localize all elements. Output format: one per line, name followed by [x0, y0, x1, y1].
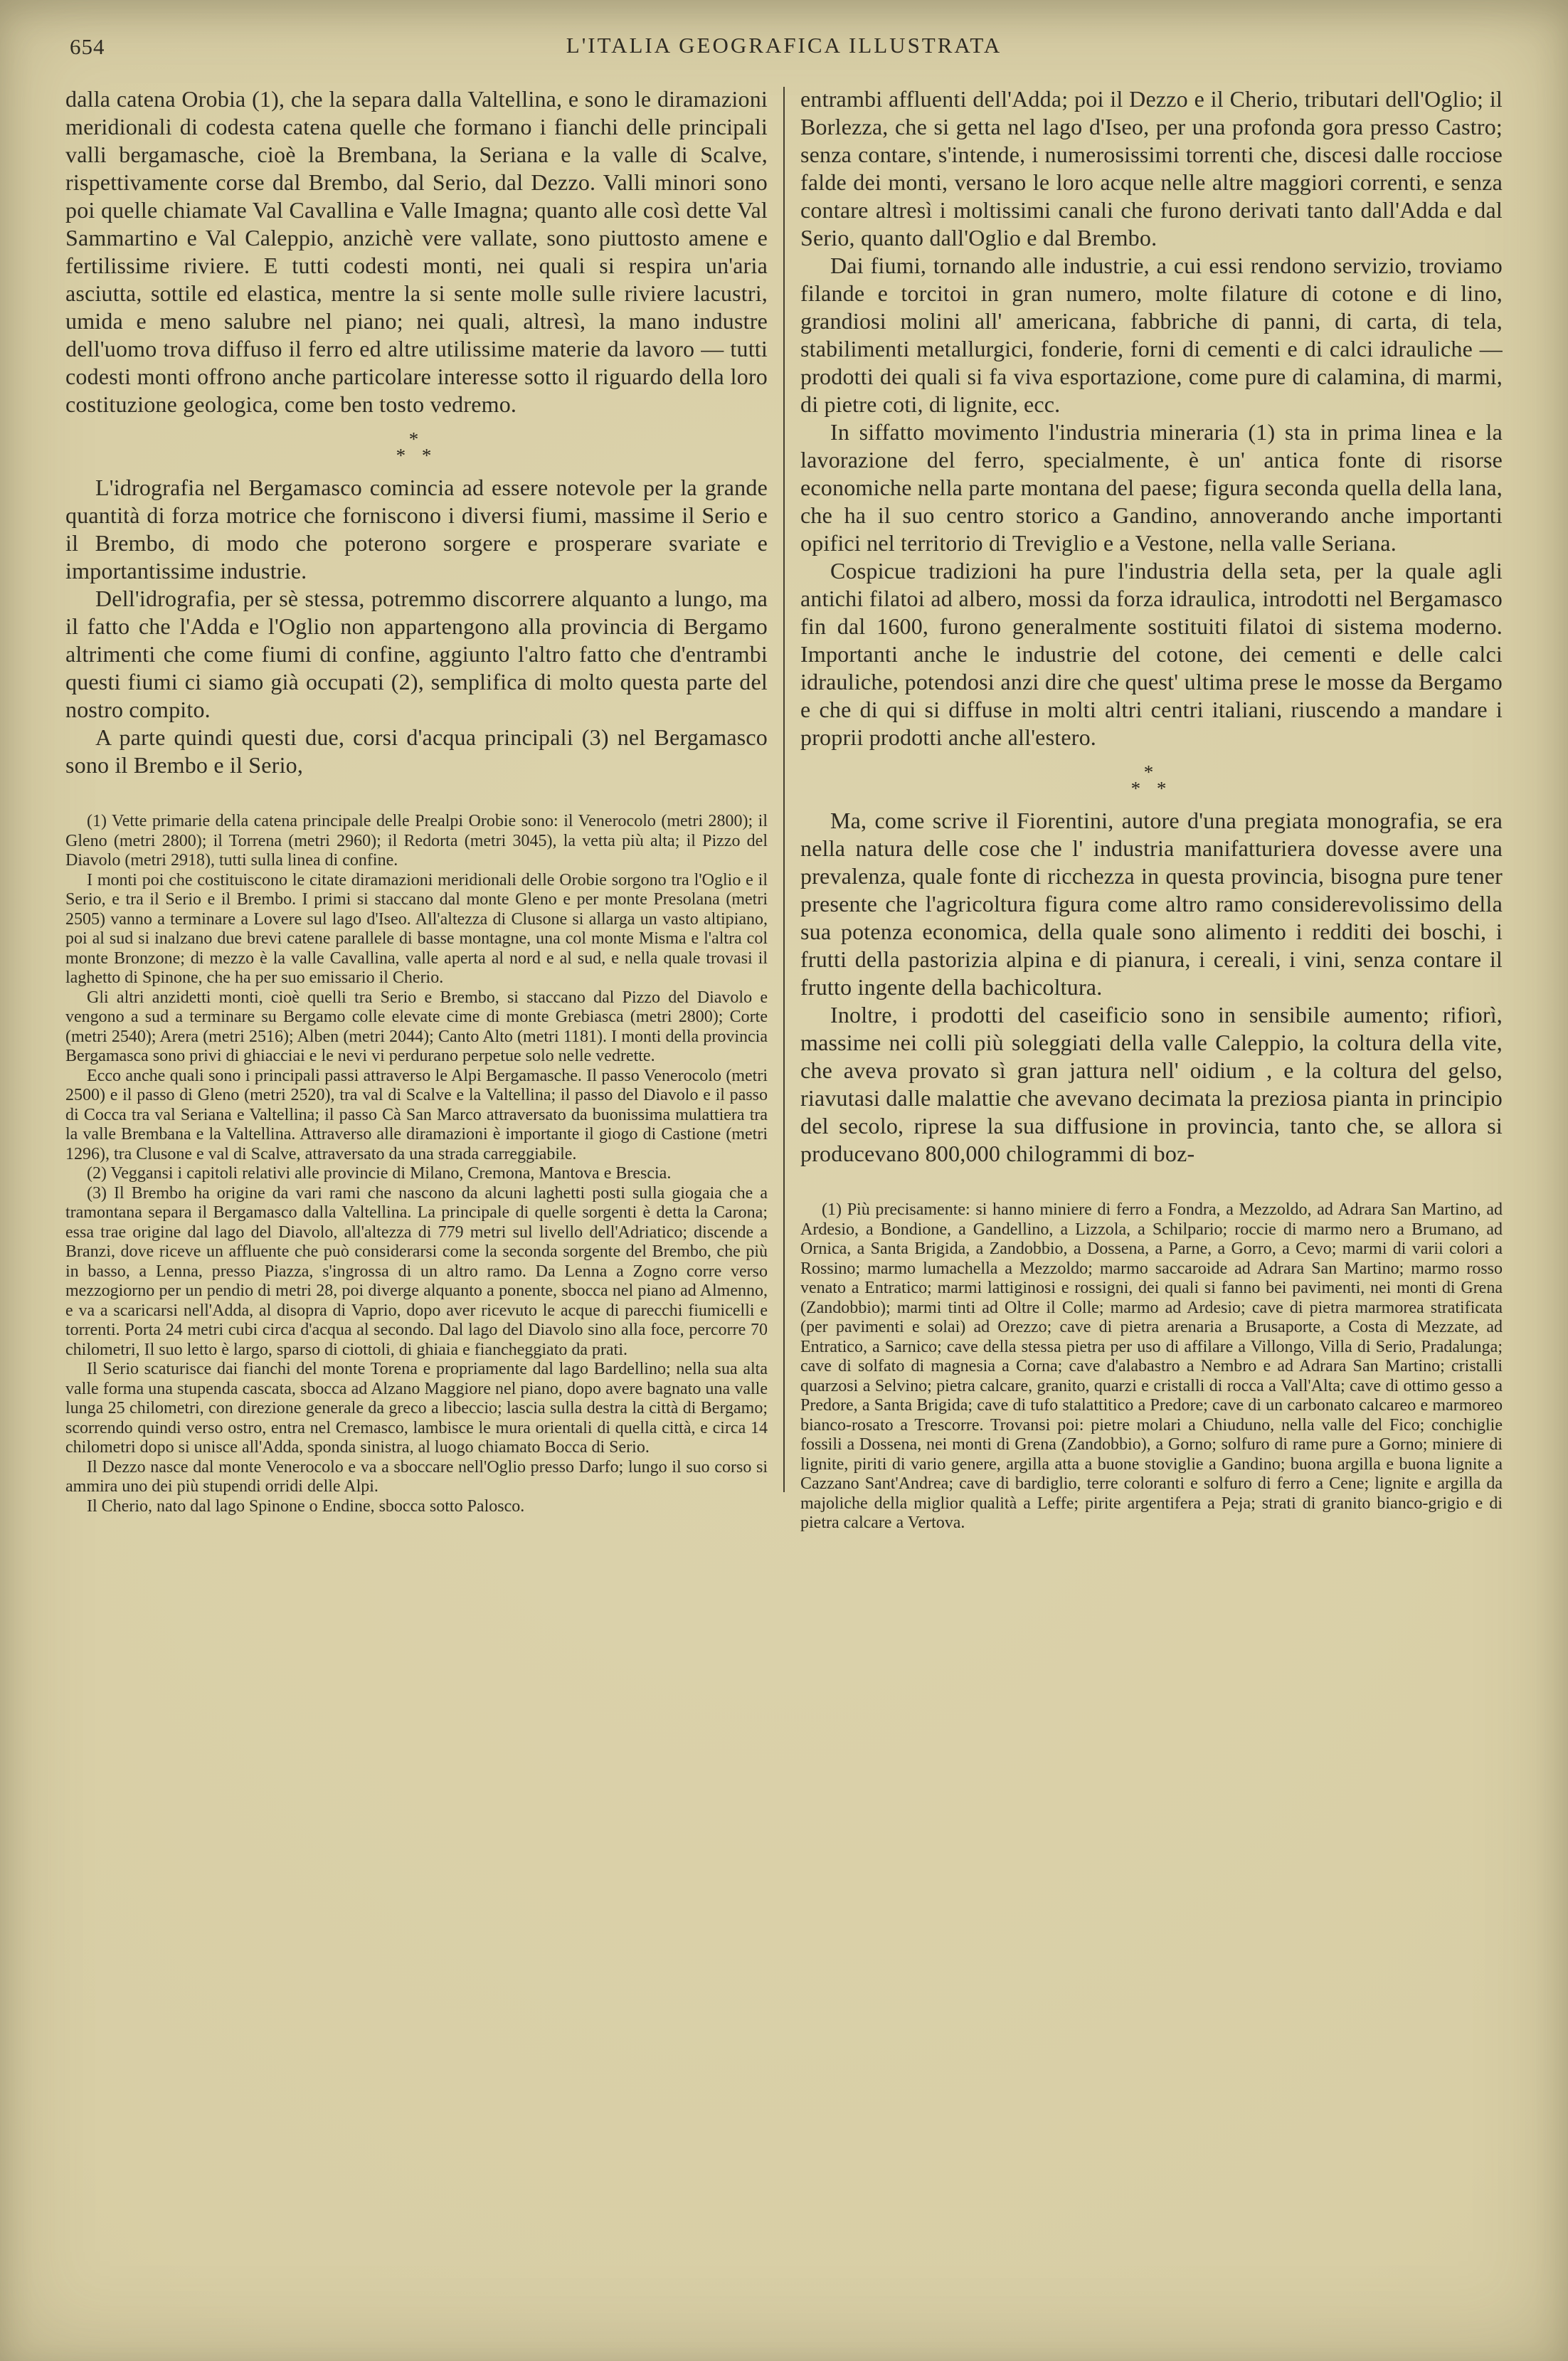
- footnote-paragraph: Ecco anche quali sono i principali passi attraverso le Alpi Bergamasche. Il passo Venerocolo (metri 2500) e il passo di Gleno (metri 2520), tra val di Scalve e la Valtellina; il passo del Diavolo e il passo di Cocca tra val Seriana e Valtellina; il passo Cà San Marco attraversato da buonissima mulattiera tra la valle Brembana e la Valtellina. Attraverso alle diramazioni è importante il giogo di Castione (metri 1296), tra Clusone e val di Scalve, attraversato da una strada carreggiabile.: [65, 1066, 768, 1163]
- page-number: 654: [70, 34, 105, 59]
- body-paragraph: L'idrografia nel Bergamasco comincia ad essere notevole per la grande quantità di forza motrice che forniscono i diversi fiumi, massime il Serio e il Brembo, di modo che poterono sorgere e prosperare svariate e importantissime industrie.: [65, 475, 768, 583]
- text-columns: [65, 85, 1503, 1533]
- body-paragraph: Cospicue tradizioni ha pure l'industria della seta, per la quale agli antichi filatoi ad albero, mossi da forza idraulica, introdotti nel Bergamasco fin dal 1600, furono generalmente sostituiti filatoi di sistema moderno. Importanti anche le industrie del cotone, dei cementi e delle calci idrauliche, potendosi anzi dire che quest' ultima prese le mosse da Bergamo e che di qui si diffuse in molti altri centri italiani, riuscendo a mandare i proprii prodotti anche all'estero.: [800, 558, 1503, 750]
- section-break-star-top: *: [408, 428, 425, 450]
- footnote-paragraph: Il Dezzo nasce dal monte Venerocolo e va a sboccare nell'Oglio presso Darfo; lungo il suo corso si ammira uno dei più stupendi orridi delle Alpi.: [65, 1457, 768, 1496]
- page-header: [65, 33, 1503, 64]
- right-footnotes: [800, 1200, 1503, 1533]
- left-column-body: [65, 85, 768, 779]
- body-paragraph: entrambi affluenti dell'Adda; poi il Dezzo e il Cherio, tributari dell'Oglio; il Borlezza, che si getta nel lago d'Iseo, per una profonda gora presso Castro; senza contare, s'intende, i numerosissimi torrenti che, discesi dalle rocciose falde dei monti, versano le loro acque nelle altre maggiori correnti, e senza contare altresì i moltissimi canali che furono derivati tanto dall'Adda e dal Serio, quanto dall'Oglio e dal Brembo.: [800, 86, 1503, 250]
- section-break-star-top: *: [1143, 761, 1160, 783]
- right-column-body: [800, 85, 1503, 1168]
- column-divider-rule: [783, 87, 785, 1492]
- footnote-paragraph: (1) Più precisamente: si hanno miniere di ferro a Fondra, a Mezzoldo, ad Adrara San Martino, ad Ardesio, a Bondione, a Gandellino, a Lizzola, a Schilpario; roccie di marmo nero a Brumano, ad Ornica, a Santa Brigida, a Zandobbio, a Dossena, a Parne, a Gorro, a Cevo; marmi di varii colori a Rossino; marmo lumachella a Mezzoldo; marmo saccaroide ad Adrara San Martino; marmo rosso venato a Entratico; marmi lattiginosi e rossigni, dei quali si fanno bei pavimenti, nei monti di Grena (Zandobbio); marmi tinti ad Oltre il Colle; marmo ad Ardesio; cave di pietra marmorea stratificata (per pavimenti e solai) ad Orezzo; cave di pietra arenaria a Brusaporte, a Costa di Mezzate, ad Entratico, a Sarnico; cave della stessa pietra per uso di affilare a Villongo, Villa di Serio, Pradalunga; cave di solfato di magnesia a Corna; cave d'alabastro a Nembro e ad Adrara San Martino; cristalli quarzosi a Selvino; pietra calcare, granito, quarzi e cristalli di rocca a Vall'Alta; cave di ottimo gesso a Predore, a Santa Brigida; cave di tufo stalattitico a Predore; cave di un carbonato calcareo e marmoreo bianco-rosato a Trescorre. Trovansi poi: pietre molari a Chiuduno, nella valle del Fico; conchiglie fossili a Dossena, nei monti di Grena (Zandobbio), a Gorno; solfuro di rame pure a Gorno; miniere di lignite, piriti di vario genere, argilla atta a buone stoviglie a Gandino; buona argilla e buona lignite a Cazzano Sant'Andrea; cave di bardiglio, terre coloranti e solfuro di ferro a Cene; lignite e argilla da majoliche della miglior qualità a Leffe; pirite argentifera a Peja; strati di granito bianco-grigio e di pietra calcare a Vertova.: [800, 1200, 1503, 1532]
- body-paragraph: In siffatto movimento l'industria mineraria (1) sta in prima linea e la lavorazione del ferro, specialmente, è un' antica fonte di risorse economiche nella parte montana del paese; figura seconda quella della lana, che ha il suo centro storico a Gandino, annoverando anche importanti opifici nel territorio di Treviglio e a Vestone, nella valle Seriana.: [800, 419, 1503, 556]
- footnote-paragraph: (3) Il Brembo ha origine da vari rami che nascono da alcuni laghetti posti sulla giogaia che a tramontana separa il Bergamasco dalla Valtellina. La principale di quelle sorgenti è detta la Carona; essa trae origine dal lago del Diavolo, all'altezza di 779 metri sul livello dell'Adriatico; discende a Branzi, dove riceve un affluente che può considerarsi come la seconda sorgente del Brembo, che più in basso, a Lenna, presso Piazza, s'ingrossa di un altro ramo. Da Lenna a Zogno corre verso mezzogiorno per un pendio di metri 28, poi diverge alquanto a ponente, sbocca nel piano ad Almenno, e va a scaricarsi nell'Adda, al disopra di Vaprio, dopo aver ricevuto le acque di parecchi fiumicelli e torrenti. Porta 24 metri cubi circa d'acqua al secondo. Dal lago del Diavolo sino alla foce, percorre 70 chilometri, Il suo letto è largo, sparso di ciottoli, di ghiaia e fiancheggiato da prati.: [65, 1183, 768, 1359]
- footnote-paragraph: I monti poi che costituiscono le citate diramazioni meridionali delle Orobie sorgono tra l'Oglio e il Serio, e tra il Serio e il Brembo. I primi si staccano dal monte Gleno e per monte Presolana (metri 2505) vanno a terminare a Lovere sul lago d'Iseo. All'altezza di Clusone si allarga un vasto altipiano, poi al sud si inalzano due brevi catene parallele di basse montagne, una col monte Misma e l'altra col monte Bronzone; di mezzo è la valle Cavallina, valle aperta al nord e al sud, e nella quale trovasi il laghetto di Spinone, che ha per suo emissario il Cherio.: [65, 870, 768, 987]
- left-footnotes: [65, 812, 768, 1516]
- body-paragraph: Dai fiumi, tornando alle industrie, a cui essi rendono servizio, troviamo filande e torcitoi in gran numero, molte filature di cotone e di lino, grandiosi molini all' americana, fabbriche di panni, di carta, di tela, stabilimenti metallurgici, fonderie, forni di cementi e di calci idrauliche — prodotti dei quali si fa viva esportazione, come pure di calamina, di marmi, di pietre coti, di lignite, ecc.: [800, 253, 1503, 417]
- body-paragraph: A parte quindi questi due, corsi d'acqua principali (3) nel Bergamasco sono il Brembo e il Serio,: [65, 724, 768, 778]
- footnote-paragraph: Il Cherio, nato dal lago Spinone o Endine, sbocca sotto Palosco.: [87, 1496, 525, 1516]
- footnote-paragraph: (2) Veggansi i capitoli relativi alle provincie di Milano, Cremona, Mantova e Brescia.: [87, 1164, 672, 1183]
- section-break-star-bottom: * *: [1130, 778, 1172, 799]
- body-paragraph: Inoltre, i prodotti del caseificio sono in sensibile aumento; rifiorì, massime nei colli più soleggiati della valle Caleppio, la coltura della vite, che aveva provato sì gran jattura nell' oidium , e la coltura del gelso, riavutasi dalle malattie che avevano decimata la preziosa pianta in principio del secolo, riprese la sua diffusione in provincia, tanto che, se allora si producevano 800,000 chilogrammi di boz-: [800, 1002, 1503, 1166]
- body-paragraph: dalla catena Orobia (1), che la separa dalla Valtellina, e sono le diramazioni meridionali di codesta catena quelle che formano i fianchi delle principali valli bergamasche, cioè la Brembana, la Seriana e la valle di Scalve, rispettivamente corse dal Brembo, dal Serio, dal Dezzo. Valli minori sono poi quelle chiamate Val Cavallina e Valle Imagna; quanto alle così dette Val Sammartino e Val Caleppio, anzichè vere vallate, sono piuttosto amene e fertilissime riviere. E tutti codesti monti, nei quali si respira un'aria asciutta, sottile ed elastica, mentre la si sente molle sulle riviere lacustri, umida e meno salubre nel piano; nei quali, altresì, la mano industre dell'uomo trova diffuso il ferro ed altre utilissime materie da lavoro — tutti codesti monti offrono anche particolare interesse sotto il riguardo della loro costituzione geologica, come ben tosto vedremo.: [65, 86, 768, 417]
- section-break-star-bottom: * *: [396, 445, 438, 466]
- section-break: [800, 761, 1503, 799]
- right-column: [800, 85, 1503, 1533]
- body-paragraph: Dell'idrografia, per sè stessa, potremmo discorrere alquanto a lungo, ma il fatto che l'Adda e l'Oglio non appartengono alla provincia di Bergamo altrimenti che come fiumi di confine, aggiunto l'altro fatto che d'entrambi questi fiumi ci siamo già occupati (2), semplifica di molto questa parte del nostro compito.: [65, 586, 768, 722]
- body-paragraph: Ma, come scrive il Fiorentini, autore d'una pregiata monografia, se era nella natura delle cose che l' industria manifatturiera dovesse avere una prevalenza, quale fonte di ricchezza in questa provincia, bisogna pure tener presente che l'agricoltura figura come altro ramo considerevolissimo della sua potenza economica, della quale sono alimento i redditi dei boschi, i frutti della pastorizia alpina e di pianura, i cereali, i vini, senza contare il frutto ingente della bachicoltura.: [800, 808, 1503, 1000]
- left-column: [65, 85, 768, 1533]
- footnote-paragraph: Gli altri anzidetti monti, cioè quelli tra Serio e Brembo, si staccano dal Pizzo del Diavolo e vengono a sud a terminare su Bergamo colle elevate cime di monte Grebiasca (metri 2800); Corte (metri 2540); Arera (metri 2516); Alben (metri 2044); Canto Alto (metri 1181). I monti della provincia Bergamasca sono privi di ghiacciai e le nevi vi perdurano perpetue solo nelle vedrette.: [65, 988, 768, 1065]
- running-title: L'ITALIA GEOGRAFICA ILLUSTRATA: [566, 33, 1002, 58]
- footnote-paragraph: (1) Vette primarie della catena principale delle Prealpi Orobie sono: il Venerocolo (metri 2800); il Gleno (metri 2800); il Torrena (metri 2960); il Redorta (metri 3045), la vetta più alta; il Pizzo del Diavolo (metri 2918), tutti sulla linea di confine.: [65, 812, 768, 870]
- section-break: [65, 428, 768, 466]
- footnote-paragraph: Il Serio scaturisce dai fianchi del monte Torena e propriamente dal lago Bardellino; nella sua alta valle forma una stupenda cascata, sbocca ad Alzano Maggiore nel piano, dopo avere bagnato una valle lunga 25 chilometri, con direzione generale da greco a libeccio; lascia sulla destra la città di Bergamo; scorrendo quindi verso ostro, entra nel Cremasco, lambisce le mura orientali di quella città, e circa 14 chilometri dopo si unisce all'Adda, sponda sinistra, al luogo chiamato Bocca di Serio.: [65, 1360, 768, 1457]
